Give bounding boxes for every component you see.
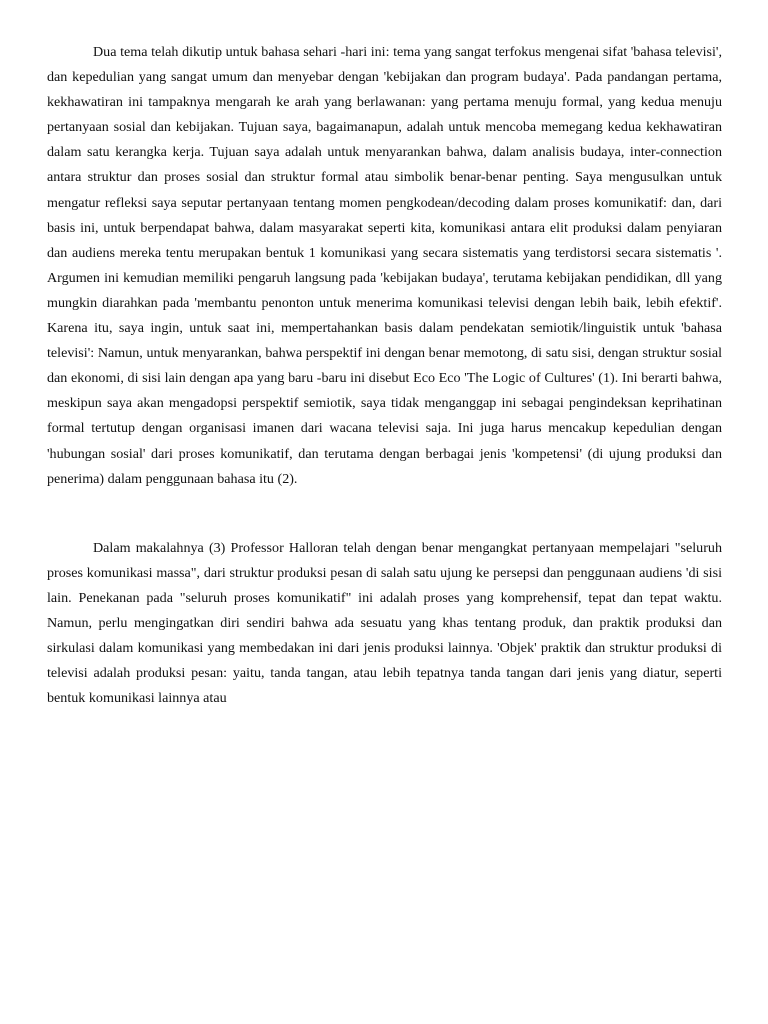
paragraph-2: Dalam makalahnya (3) Professor Halloran telah dengan benar mengangkat pertanyaan mempelajari "seluruh proses komunikasi massa", dari struktur produksi pesan di salah satu ujung ke persepsi dan penggunaan audiens 'di sisi lain. Penekanan pada "seluruh proses komunikatif" ini adalah proses yang komprehensif, tepat dan tepat waktu. Namun, perlu mengingatkan diri sendiri bahwa ada sesuatu yang khas tentang produk, dan praktik produksi dan sirkulasi dalam komunikasi yang membedakan ini dari jenis produksi lainnya. 'Objek' praktik dan struktur produksi di televisi adalah produksi pesan: yaitu, tanda tangan, atau lebih tepatnya tanda tangan dari jenis yang diatur, seperti bentuk komunikasi lainnya atau: [47, 539, 722, 707]
document-body: [47, 40, 722, 711]
paragraph-1: Dua tema telah dikutip untuk bahasa sehari -hari ini: tema yang sangat terfokus mengenai sifat 'bahasa televisi', dan kepedulian yang sangat umum dan menyebar dengan 'kebijakan dan program budaya'. Pada pandangan pertama, kekhawatiran ini tampaknya mengarah ke arah yang berlawanan: yang pertama menuju formal, yang kedua menuju pertanyaan sosial dan kebijakan. Tujuan saya, bagaimanapun, adalah untuk mencoba memegang kedua kekhawatiran dalam satu kerangka kerja. Tujuan saya adalah untuk menyarankan bahwa, dalam analisis budaya, inter-connection antara struktur dan proses sosial dan struktur formal atau simbolik benar-benar penting. Saya mengusulkan untuk mengatur refleksi saya seputar pertanyaan tentang momen pengkodean/decoding dalam proses komunikatif: dan, dari basis ini, untuk berpendapat bahwa, dalam masyarakat seperti kita, komunikasi antara elit produksi dalam penyiaran dan audiens mereka tentu merupakan bentuk 1 komunikasi yang secara sistematis yang terdistorsi secara sistematis '. Argumen ini kemudian memiliki pengaruh langsung pada 'kebijakan budaya', terutama kebijakan pendidikan, dll yang mungkin diarahkan pada 'membantu penonton untuk menerima komunikasi televisi dengan lebih baik, lebih efektif'. Karena itu, saya ingin, untuk saat ini, mempertahankan basis dalam pendekatan semiotik/linguistik untuk 'bahasa televisi': Namun, untuk menyarankan, bahwa perspektif ini dengan benar memotong, di satu sisi, dengan struktur sosial dan ekonomi, di sisi lain dengan apa yang baru -baru ini disebut Eco Eco 'The Logic of Cultures' (1). Ini berarti bahwa, meskipun saya akan mengadopsi perspektif semiotik, saya tidak menganggap ini sebagai pengindeksan keprihatinan formal tertutup dengan organisasi imanen dari wacana televisi saja. Ini juga harus mencakup kepedulian dengan 'hubungan sosial' dari proses komunikatif, dan terutama dengan berbagai jenis 'kompetensi' (di ujung produksi dan penerima) dalam penggunaan bahasa itu (2).: [47, 44, 722, 487]
